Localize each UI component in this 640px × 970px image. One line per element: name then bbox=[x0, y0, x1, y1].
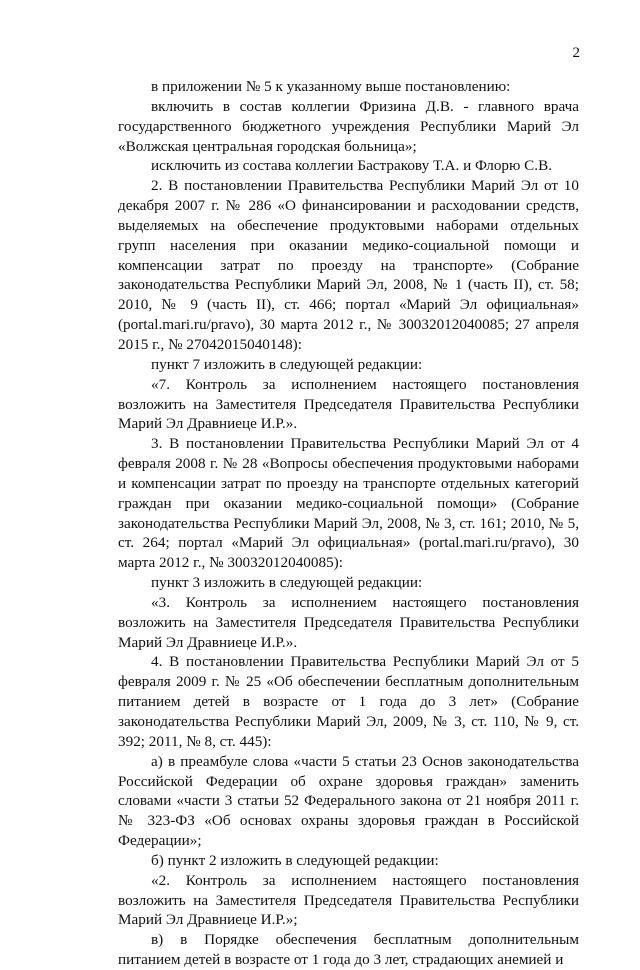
paragraph: в) в Порядке обеспечения бесплатным дополнительным питанием детей в возрасте от 1 года до 3 лет, страдающих анемией и bbox=[118, 931, 579, 969]
document-body bbox=[118, 77, 579, 970]
paragraph: исключить из состава коллегии Бастракову Т.А. и Флорю С.В. bbox=[151, 157, 552, 175]
page-number: 2 bbox=[572, 45, 580, 61]
paragraph: «7. Контроль за исполнением настоящего постановления возложить на Заместителя Председателя Правительства Республики Марий Эл Дравниеце И.Р.». bbox=[118, 375, 579, 433]
paragraph: «2. Контроль за исполнением настоящего постановления возложить на Заместителя Председателя Правительства Республики Марий Эл Дравниеце И.Р.»; bbox=[118, 871, 579, 929]
paragraph: включить в состав коллегии Фризина Д.В. - главного врача государственного бюджетного учреждения Республики Марий Эл «Волжская центральная городская больница»; bbox=[118, 97, 579, 155]
paragraph: 4. В постановлении Правительства Республики Марий Эл от 5 февраля 2009 г. № 25 «Об обеспечении бесплатным дополнительным питанием детей в возрасте от 1 года до 3 лет» (Собрание законодательства Республики Марий Эл, 2009, № 3, ст. 110, № 9, ст. 392; 2011, № 8, ст. 445): bbox=[118, 653, 579, 750]
paragraph: пункт 3 изложить в следующей редакции: bbox=[151, 574, 423, 592]
paragraph: в приложении № 5 к указанному выше постановлению: bbox=[151, 78, 511, 95]
paragraph: 2. В постановлении Правительства Республики Марий Эл от 10 декабря 2007 г. № 286 «О финансировании и расходовании средств, выделяемых на обеспечение продуктовыми наборами отдельных групп населения при оказании медико-социальной помощи и компенсации затрат по проезду на транспорте» (Собрание законодательства Республики Марий Эл, 2008, № 1 (часть II), ст. 58; 2010, № 9 (часть II), ст. 466; портал «Марий Эл официальная» (portal.mari.ru/pravo), 30 марта 2012 г., № 30032012040085; 27 апреля 2015 г., № 27042015040148): bbox=[118, 177, 579, 353]
paragraph: 3. В постановлении Правительства Республики Марий Эл от 4 февраля 2008 г. № 28 «Вопросы обеспечения продуктовыми наборами и компенсации затрат по проезду на транспорте отдельных категорий граждан при оказании медико-социальной помощи» (Собрание законодательства Республики Марий Эл, 2008, № 3, ст. 161; 2010, № 5, ст. 264; портал «Марий Эл официальная» (portal.mari.ru/pravo), 30 марта 2012 г., № 30032012040085): bbox=[118, 435, 579, 572]
paragraph: «3. Контроль за исполнением настоящего постановления возложить на Заместителя Председателя Правительства Республики Марий Эл Дравниеце И.Р.». bbox=[118, 593, 579, 651]
paragraph: б) пункт 2 изложить в следующей редакции: bbox=[151, 851, 439, 869]
paragraph: а) в преамбуле слова «части 5 статьи 23 Основ законодательства Российской Федерации об охране здоровья граждан» заменить словами «части 3 статьи 52 Федерального закона от 21 ноября 2011 г. № 323-ФЗ «Об основах охраны здоровья граждан в Российской Федерации»; bbox=[118, 752, 579, 850]
paragraph: пункт 7 изложить в следующей редакции: bbox=[151, 355, 423, 373]
